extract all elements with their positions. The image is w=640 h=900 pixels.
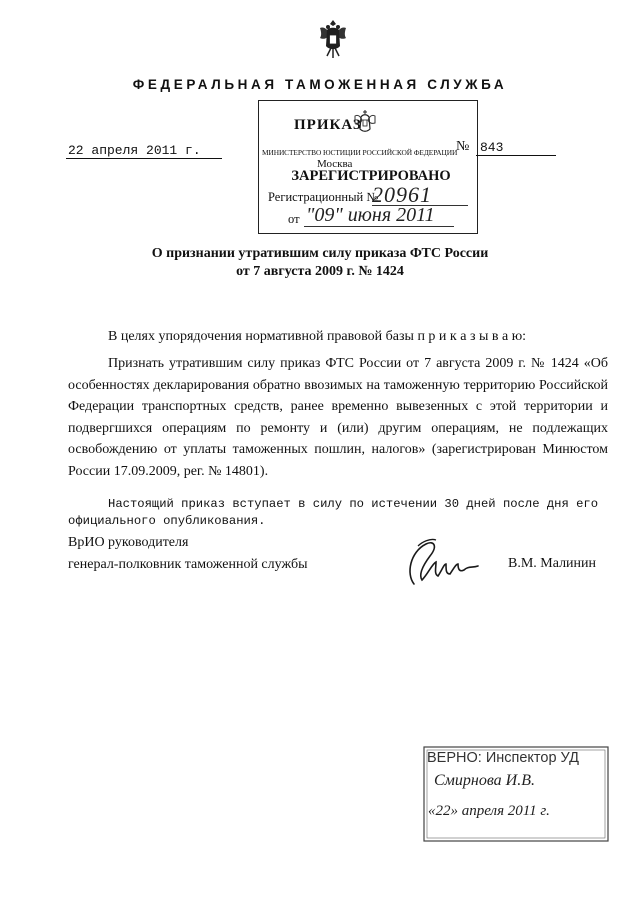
russian-coat-of-arms-icon [316, 18, 350, 62]
stamp-date: "09" июня 2011 [306, 204, 435, 226]
verification-date: «22» апреля 2011 г. [428, 803, 550, 819]
stamp-reg-label: Регистрационный № [268, 190, 379, 204]
number-sign: № [456, 139, 470, 154]
preamble-paragraph: В целях упорядочения нормативной правовой базы п р и к а з ы в а ю: [108, 329, 527, 344]
number-underline [476, 155, 556, 156]
stamp-eagle-icon [352, 108, 378, 140]
document-title [0, 245, 640, 281]
effective-clause: Настоящий приказ вступает в силу по истечении 30 дней после дня его официального опубликования. [68, 497, 599, 528]
repeal-clause: Признать утратившим силу приказ ФТС России от 7 августа 2009 г. № 1424 «Об особенностях декларирования обратно ввозимых на таможенную территорию Российской Федерации транспортных средств, ранее временно вывезенных с этой территории и подвергшихся операциям по ремонту и (или) другим операциям, не подлежащих освобождению от уплаты таможенных пошлин, налогов» (зарегистрирован Минюстом России 17.09.2009, рег. № 14801). [68, 356, 608, 479]
title-line-2: от 7 августа 2009 г. № 1424 [236, 264, 404, 279]
order-date: 22 апреля 2011 г. [68, 143, 201, 158]
document-type: ПРИКАЗ [294, 117, 362, 133]
main-paragraph [68, 353, 608, 482]
signer-position-line-1: ВрИО руководителя [68, 535, 189, 550]
stamp-date-prefix: от [288, 212, 300, 226]
signer-position-line-2: генерал-полковник таможенной службы [68, 557, 308, 572]
stamp-date-underline [304, 226, 454, 227]
verification-title: ВЕРНО: Инспектор УД [427, 750, 579, 766]
stamp-status: ЗАРЕГИСТРИРОВАНО [291, 168, 451, 184]
stamp-city: Москва [317, 158, 353, 170]
verification-inspector: Смирнова И.В. [434, 772, 535, 789]
order-number: 843 [480, 140, 504, 155]
date-underline [66, 158, 222, 159]
agency-name: ФЕДЕРАЛЬНАЯ ТАМОЖЕННАЯ СЛУЖБА [132, 77, 508, 92]
title-line-1: О признании утратившим силу приказа ФТС России [151, 246, 489, 261]
stamp-ministry: МИНИСТЕРСТВО ЮСТИЦИИ РОССИЙСКОЙ ФЕДЕРАЦИИ [262, 148, 458, 157]
stamp-reg-number: 20961 [372, 182, 432, 207]
signer-name: В.М. Малинин [508, 556, 597, 571]
handwritten-signature-icon [400, 534, 482, 588]
effective-date-paragraph [68, 496, 612, 530]
